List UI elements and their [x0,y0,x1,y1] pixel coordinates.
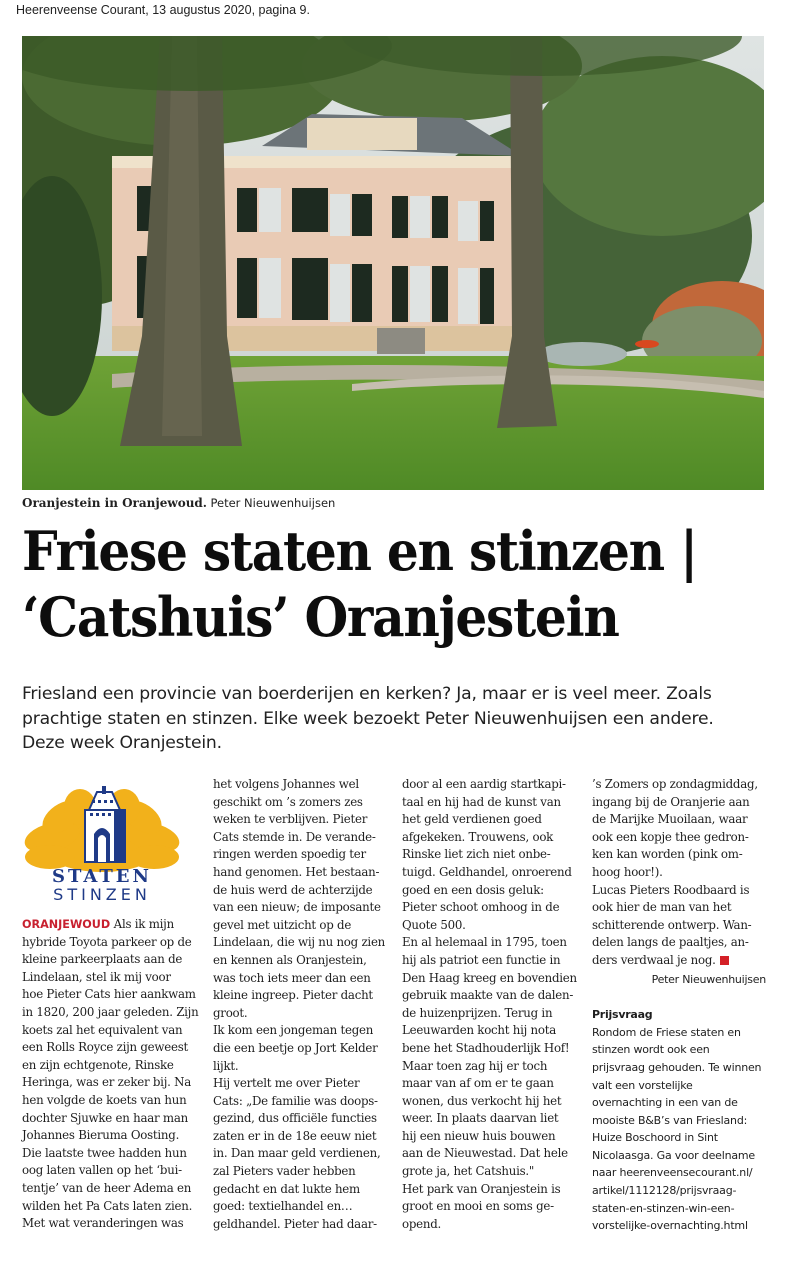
prize-url-line: naar heerenveensecourant.nl/ [592,1166,753,1180]
text-line: weken te verblijven. Pieter [213,812,368,827]
text-line: het geld verdienen goed [402,812,542,827]
text-line: gevel met uitzicht op de [213,917,352,932]
text-line: Als ik mijn [110,917,174,931]
text-line: Pieter schoot omhoog in de [402,900,560,915]
text-line: ken kan worden (pink om- [592,847,743,862]
text-line: hand genomen. Het bestaan- [213,864,380,879]
prize-line: stinzen wordt ook een [592,1043,710,1057]
text-line: Lindelaan, die wij nu nog zien [213,935,386,950]
text-line: koets zal het equivalent van [22,1022,183,1037]
article-column-1 [22,916,204,1233]
manor-photo-illustration [22,36,764,490]
text-line: een Rolls Royce zijn geweest [22,1040,189,1055]
text-line: Lindelaan, stel ik mij voor [22,969,171,984]
text-line: ders verdwaal je nog. [592,952,716,967]
text-line: hybride Toyota parkeer op de [22,934,192,949]
article-column-4 [592,776,772,1235]
prize-heading: Prijsvraag [592,1008,653,1022]
text-line: ook hier de man van het [592,900,732,915]
prize-url-line: artikel/1112128/prijsvraag- [592,1184,737,1198]
text-line: kleine parkeerplaats aan de [22,952,183,967]
text-line: hij een nieuw huis bouwen [402,1128,556,1143]
prize-line: Nicolaasga. Ga voor deelname [592,1148,755,1162]
text-line: dochter Sjuwke en haar man [22,1110,188,1125]
text-line: zal Pieters vader hebben [213,1164,356,1179]
text-line: Het park van Oranjestein is [402,1181,561,1196]
prize-line: overnachting in een van de [592,1096,738,1110]
intro-paragraph [22,682,782,756]
intro-line: Deze week Oranjestein. [22,733,222,753]
text-line: gezind, dus officiële functies [213,1111,377,1126]
text-line: was toch iets meer dan een [213,970,371,985]
text-line: die een beetje op Jort Kelder [213,1040,378,1055]
text-line: en kennen als Oranjestein, [213,952,367,967]
text-line: Lucas Pieters Roodbaard is [592,882,750,897]
text-line: goed: textielhandel en… [213,1199,353,1214]
text-line: schitterende ontwerp. Wan- [592,917,752,932]
text-line: hoe Pieter Cats hier aankwam [22,987,196,1002]
headline-line-1: Friese staten en stinzen | [22,519,698,583]
text-line: hen volgde de koets van hun [22,1092,187,1107]
article-column-2 [213,776,393,1233]
end-of-article-square-icon [720,956,729,965]
text-line: kleine ingreep. Pieter dacht [213,988,373,1003]
text-line: de Marijke Muoilaan, waar [592,812,748,827]
prize-url-line: vorstelijke-overnachting.html [592,1219,748,1233]
text-line: ook een kopje thee gedron- [592,829,749,844]
text-line: tentje’ van de heer Adema en [22,1180,192,1195]
text-line: goed en een dosis geluk: [402,882,544,897]
text-line: ’s Zomers op zondagmiddag, [592,777,758,791]
prize-line: Huize Boschoord in Sint [592,1131,718,1145]
dateline: ORANJEWOUD [22,918,111,931]
text-line: taal en hij had de kunst van [402,794,561,809]
text-line: Quote 500. [402,917,466,932]
prize-url-line: staten-en-stinzen-win-een- [592,1201,735,1215]
text-line: groot en mooi en soms ge- [402,1199,554,1214]
text-line: en zijn echtgenote, Rinske [22,1057,174,1072]
caption-credit: Peter Nieuwenhuijsen [210,496,336,510]
text-line: maar van af om er te gaan [402,1076,554,1091]
text-line: Heringa, was er zeker bij. Na [22,1075,191,1090]
source-line: Heerenveense Courant, 13 augustus 2020, pagina 9. [16,3,310,17]
text-line: de huis werd de achterzijde [213,882,373,897]
text-line: zaten er in de 18e eeuw niet [213,1128,377,1143]
text-line: van een nieuw; de imposante [213,900,381,915]
text-line: En al helemaal in 1795, toen [402,935,567,950]
text-line: Cats: „De familie was doops- [213,1093,378,1108]
text-line: Leeuwarden kocht hij nota [402,1023,556,1038]
caption-title: Oranjestein in Oranjewoud. [22,496,207,510]
logo-line-2: STINZEN [53,885,151,904]
text-line: Ik kom een jongeman tegen [213,1023,374,1038]
text-line: gedacht en dat lukte hem [213,1181,360,1196]
text-line: ingang bij de Oranjerie aan [592,794,750,809]
intro-line: prachtige staten en stinzen. Elke week bezoekt Peter Nieuwenhuijsen een andere. [22,708,714,729]
text-line: wilden het Pa Cats laten zien. [22,1198,193,1213]
logo-graphic [22,782,182,904]
text-line: wonen, dus verkocht hij het [402,1093,562,1108]
text-line: de huizenprijzen. Terug in [402,1005,553,1020]
article-photo [22,36,764,490]
staten-stinzen-logo [22,782,182,904]
text-line: lijkt. [213,1058,239,1073]
prize-line: Rondom de Friese staten en [592,1025,741,1039]
text-line: tuigd. Geldhandel, onroerend [402,864,572,879]
text-line: Johannes Bieruma Oosting. [22,1128,180,1143]
article-byline: Peter Nieuwenhuijsen [651,972,766,986]
article-column-3 [402,776,582,1233]
prize-contest-box [592,1006,772,1235]
prize-line: prijsvraag gehouden. Te winnen [592,1060,762,1074]
text-line: gebruik maakte van de dalen- [402,988,574,1003]
text-line: Die laatste twee hadden hun [22,1145,187,1160]
text-line: Maar toen zag hij er toch [402,1058,548,1073]
text-line: groot. [213,1005,248,1020]
text-line: in 1820, 200 jaar geleden. Zijn [22,1004,199,1019]
logo-line-1: STATEN [52,866,152,887]
text-line: weer. In plaats daarvan liet [402,1111,559,1126]
text-line: het volgens Johannes wel [213,777,359,791]
text-line: bene het Stadhouderlijk Hof! [402,1040,570,1055]
text-line: afgekeken. Trouwens, ook [402,829,554,844]
prize-line: valt een vorstelijke [592,1078,693,1092]
text-line: oog laten vallen op het ‘bui- [22,1163,182,1178]
text-line: grote ja, het Catshuis." [402,1164,535,1179]
text-line: geschikt om ’s zomers zes [213,794,363,809]
text-line: Den Haag kreeg en bovendien [402,970,577,985]
text-line: aan de Nieuwestad. Dat hele [402,1146,568,1161]
text-line: hoog hoor!). [592,864,663,879]
intro-line: Friesland een provincie van boerderijen en kerken? Ja, maar er is veel meer. Zoals [22,684,712,704]
text-line: hij als patriot een functie in [402,952,561,967]
text-line: geldhandel. Pieter had daar- [213,1216,377,1231]
headline-line-2: ‘Catshuis’ Oranjestein [22,585,619,649]
text-line: Hij vertelt me over Pieter [213,1076,360,1091]
text-line: ringen werden spoedig ter [213,847,366,862]
text-line: Rinske liet zich niet onbe- [402,847,551,862]
photo-caption [22,496,335,510]
text-line: Cats stemde in. De verande- [213,829,376,844]
prize-line: mooiste B&B’s van Friesland: [592,1113,748,1127]
headline [22,518,729,650]
text-line: in. Dan maar geld verdienen, [213,1146,381,1161]
text-line: door al een aardig startkapi- [402,777,566,791]
text-line: delen langs de paaltjes, an- [592,935,749,950]
text-line: Met wat veranderingen was [22,1216,184,1231]
text-line: opend. [402,1216,442,1231]
